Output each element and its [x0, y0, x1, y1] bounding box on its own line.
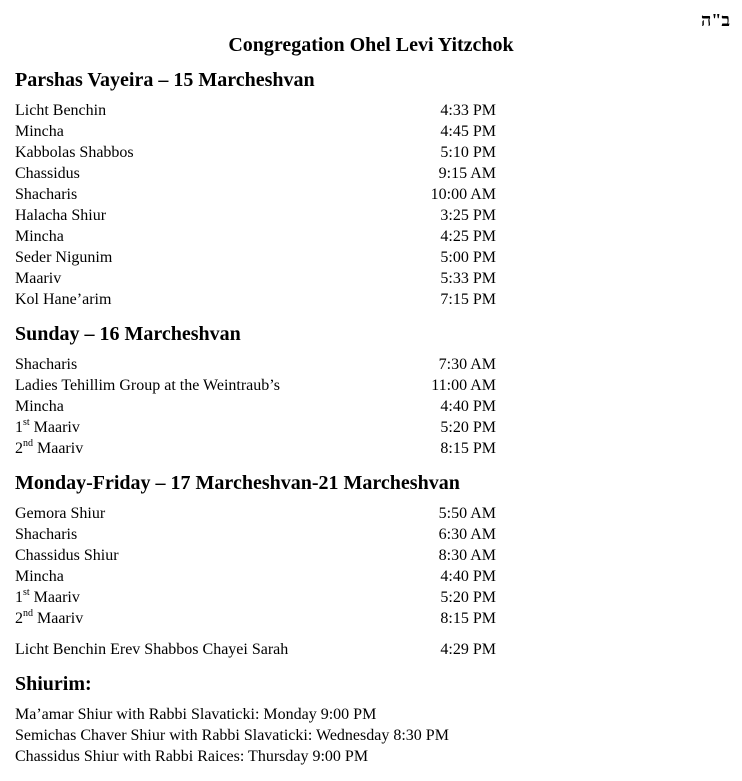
event-name: Maariv [15, 270, 62, 287]
schedule-row [15, 608, 515, 629]
event-label: Maariv [33, 610, 84, 627]
event-name: Mincha [15, 123, 64, 140]
event-time: 6:30 AM [438, 526, 496, 543]
event-label: Maariv [29, 589, 80, 606]
event-name: Shacharis [15, 186, 78, 203]
event-time: 4:40 PM [440, 568, 496, 585]
section-sunday [15, 320, 515, 459]
schedule-row [15, 100, 515, 121]
shiur-line: Semichas Chaver Shiur with Rabbi Slavaticki: Wednesday 8:30 PM [15, 727, 449, 744]
event-name: Mincha [15, 568, 64, 585]
schedule-row [15, 375, 515, 396]
event-label: Maariv [33, 440, 84, 457]
schedule-row [15, 184, 515, 205]
event-name: Shacharis [15, 526, 78, 543]
schedule-row [15, 417, 515, 438]
event-name: Chassidus Shiur [15, 547, 119, 564]
schedule-row [15, 524, 515, 545]
ordinal-suffix: nd [23, 437, 33, 449]
event-name [15, 417, 80, 438]
event-time: 5:10 PM [440, 144, 496, 161]
schedule-row [15, 289, 515, 310]
licht-benchin-row [15, 639, 515, 660]
schedule-row [15, 566, 515, 587]
event-time: 4:45 PM [440, 123, 496, 140]
event-time: 4:40 PM [440, 398, 496, 415]
schedule-list [15, 100, 515, 310]
event-time: 8:30 AM [438, 547, 496, 564]
event-name: Kabbolas Shabbos [15, 144, 134, 161]
event-name: Kol Hane’arim [15, 291, 112, 308]
event-time: 10:00 AM [430, 186, 496, 203]
ordinal-number: 2 [15, 440, 23, 457]
ordinal-number: 1 [15, 419, 23, 436]
event-name: Shacharis [15, 356, 78, 373]
section-shabbos [15, 66, 515, 310]
schedule-list [15, 354, 515, 459]
event-time: 8:15 PM [440, 610, 496, 627]
ordinal-number: 2 [15, 610, 23, 627]
event-name [15, 587, 80, 608]
schedule-row [15, 247, 515, 268]
event-name: Ladies Tehillim Group at the Weintraub’s [15, 377, 280, 394]
event-time: 4:25 PM [440, 228, 496, 245]
event-name: Licht Benchin Erev Shabbos Chayei Sarah [15, 641, 289, 658]
event-label: Maariv [29, 419, 80, 436]
event-name: Licht Benchin [15, 102, 107, 119]
event-name [15, 608, 83, 629]
schedule-row [15, 354, 515, 375]
schedule-row [15, 142, 515, 163]
page-title: Congregation Ohel Levi Yitzchok [228, 34, 514, 56]
schedule-row [15, 268, 515, 289]
event-time: 5:20 PM [440, 589, 496, 606]
schedule-row [15, 396, 515, 417]
section-shiurim [15, 670, 515, 767]
event-time: 7:15 PM [440, 291, 496, 308]
bh-mark: ב"ה [700, 10, 730, 30]
schedule-row [15, 503, 515, 524]
schedule-list [15, 503, 515, 629]
event-time: 9:15 AM [438, 165, 496, 182]
schedule-row [15, 226, 515, 247]
ordinal-suffix: nd [23, 607, 33, 619]
event-time: 5:50 AM [438, 505, 496, 522]
section-heading: Shiurim: [15, 673, 92, 695]
shiurim-list [15, 704, 515, 767]
event-time: 4:29 PM [440, 641, 496, 658]
schedule-row [15, 163, 515, 184]
schedule-row [15, 121, 515, 142]
ordinal-suffix: st [23, 416, 30, 428]
section-heading: Monday-Friday – 17 Marcheshvan-21 Marcheshvan [15, 472, 460, 494]
ordinal-suffix: st [23, 586, 30, 598]
shiur-line: Chassidus Shiur with Rabbi Raices: Thursday 9:00 PM [15, 748, 369, 765]
event-time: 3:25 PM [440, 207, 496, 224]
schedule-row [15, 587, 515, 608]
schedule-row [15, 205, 515, 226]
event-time: 5:00 PM [440, 249, 496, 266]
ordinal-number: 1 [15, 589, 23, 606]
event-time: 11:00 AM [431, 377, 496, 394]
event-name [15, 438, 83, 459]
schedule-row [15, 438, 515, 459]
event-time: 4:33 PM [440, 102, 496, 119]
shiur-line: Ma’amar Shiur with Rabbi Slavaticki: Monday 9:00 PM [15, 706, 377, 723]
event-time: 5:33 PM [440, 270, 496, 287]
event-time: 5:20 PM [440, 419, 496, 436]
schedule-row [15, 639, 515, 660]
section-heading: Sunday – 16 Marcheshvan [15, 323, 241, 345]
section-heading: Parshas Vayeira – 15 Marcheshvan [15, 69, 315, 91]
event-time: 7:30 AM [438, 356, 496, 373]
event-name: Chassidus [15, 165, 80, 182]
event-name: Gemora Shiur [15, 505, 106, 522]
event-name: Mincha [15, 228, 64, 245]
event-time: 8:15 PM [440, 440, 496, 457]
event-name: Halacha Shiur [15, 207, 107, 224]
event-name: Seder Nigunim [15, 249, 113, 266]
section-weekday [15, 469, 515, 629]
schedule-row [15, 545, 515, 566]
event-name: Mincha [15, 398, 64, 415]
